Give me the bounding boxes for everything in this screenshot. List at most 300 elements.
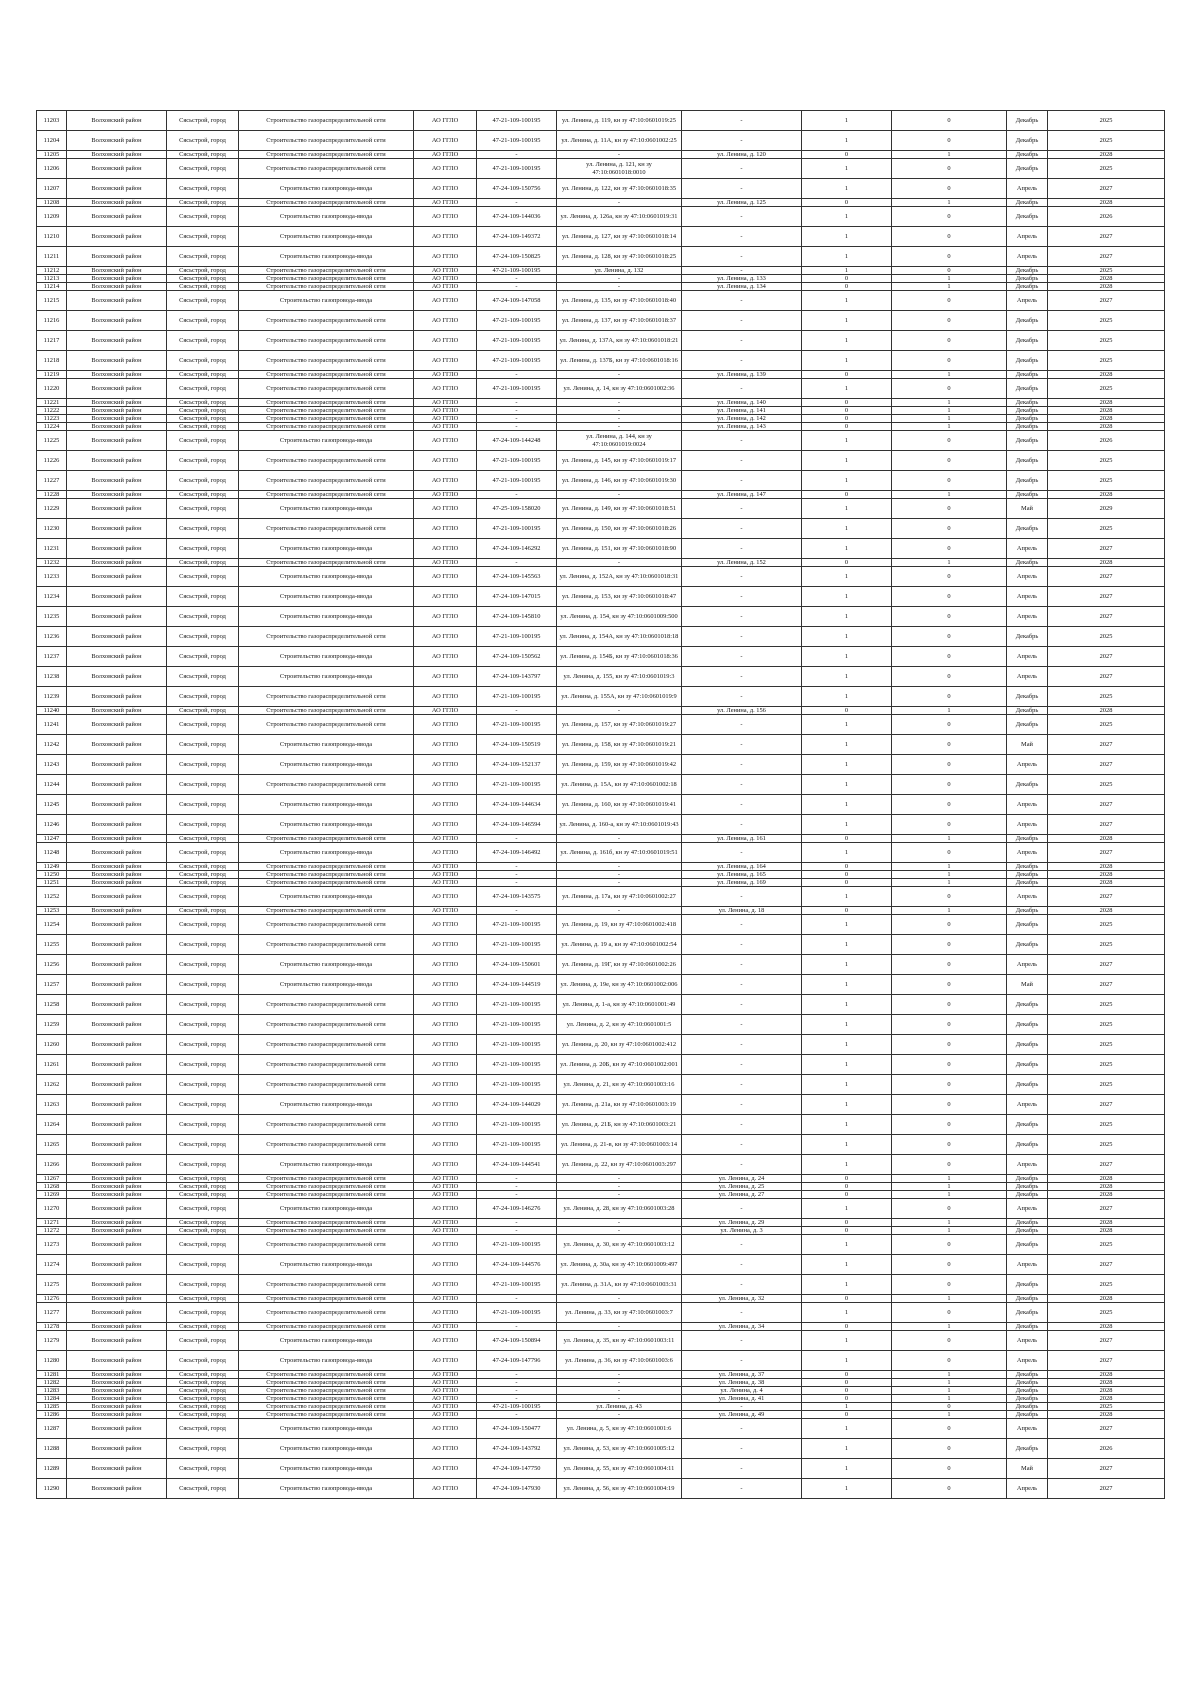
cell-row-number: 11276	[37, 1295, 67, 1303]
cell-row-number: 11234	[37, 587, 67, 607]
cell-year: 2028	[1048, 863, 1165, 871]
cell-year: 2028	[1048, 491, 1165, 499]
cell-address-cadastral: ул. Ленина, д. 154А, кн зу 47:10:0601018:18	[557, 627, 682, 647]
cell-month: Декабрь	[1007, 431, 1048, 451]
cell-count-b: 0	[892, 775, 1007, 795]
cell-settlement: Сясьстрой, город	[167, 131, 239, 151]
cell-count-b: 1	[892, 151, 1007, 159]
cell-row-number: 11236	[37, 627, 67, 647]
cell-program-code: 47-21-109-100195	[477, 159, 557, 179]
cell-address-cadastral: ул. Ленина, д. 132	[557, 267, 682, 275]
cell-address: -	[682, 667, 802, 687]
cell-work-type: Строительство газораспределительной сети	[239, 275, 414, 283]
table-row	[37, 627, 1165, 647]
cell-district: Волховский район	[67, 815, 167, 835]
cell-program-code: -	[477, 1191, 557, 1199]
cell-count-a: 1	[802, 1055, 892, 1075]
cell-organization: АО ГГЛО	[414, 1175, 477, 1183]
cell-work-type: Строительство газораспределительной сети	[239, 1035, 414, 1055]
cell-organization: АО ГГЛО	[414, 207, 477, 227]
cell-address-cadastral: ул. Ленина, д. 36, кн зу 47:10:0601003:6	[557, 1351, 682, 1371]
cell-district: Волховский район	[67, 755, 167, 775]
cell-count-a: 0	[802, 1227, 892, 1235]
cell-work-type: Строительство газораспределительной сети	[239, 1135, 414, 1155]
cell-year: 2027	[1048, 815, 1165, 835]
cell-month: Апрель	[1007, 1095, 1048, 1115]
cell-year: 2027	[1048, 539, 1165, 559]
table-row	[37, 687, 1165, 707]
cell-month: Декабрь	[1007, 1135, 1048, 1155]
cell-program-code: -	[477, 283, 557, 291]
cell-count-a: 0	[802, 1395, 892, 1403]
cell-row-number: 11255	[37, 935, 67, 955]
cell-month: Декабрь	[1007, 995, 1048, 1015]
cell-row-number: 11253	[37, 907, 67, 915]
cell-work-type: Строительство газопровода-ввода	[239, 1439, 414, 1459]
cell-year: 2028	[1048, 1175, 1165, 1183]
cell-program-code: 47-24-109-147750	[477, 1459, 557, 1479]
table-row	[37, 1295, 1165, 1303]
cell-row-number: 11285	[37, 1403, 67, 1411]
table-row	[37, 1183, 1165, 1191]
cell-work-type: Строительство газораспределительной сети	[239, 519, 414, 539]
cell-settlement: Сясьстрой, город	[167, 399, 239, 407]
cell-program-code: 47-24-109-146594	[477, 815, 557, 835]
cell-address-cadastral: -	[557, 275, 682, 283]
cell-address: -	[682, 1075, 802, 1095]
cell-row-number: 11273	[37, 1235, 67, 1255]
cell-settlement: Сясьстрой, город	[167, 1479, 239, 1499]
cell-address-cadastral: ул. Ленина, д. 149, кн зу 47:10:0601018:51	[557, 499, 682, 519]
cell-month: Апрель	[1007, 667, 1048, 687]
cell-year: 2026	[1048, 1439, 1165, 1459]
table-row	[37, 975, 1165, 995]
cell-organization: АО ГГЛО	[414, 775, 477, 795]
cell-count-a: 1	[802, 111, 892, 131]
cell-settlement: Сясьстрой, город	[167, 687, 239, 707]
cell-month: Апрель	[1007, 539, 1048, 559]
cell-row-number: 11278	[37, 1323, 67, 1331]
cell-row-number: 11219	[37, 371, 67, 379]
cell-row-number: 11266	[37, 1155, 67, 1175]
cell-year: 2027	[1048, 843, 1165, 863]
cell-district: Волховский район	[67, 687, 167, 707]
cell-work-type: Строительство газораспределительной сети	[239, 559, 414, 567]
cell-year: 2027	[1048, 1095, 1165, 1115]
cell-count-b: 1	[892, 1387, 1007, 1395]
cell-year: 2025	[1048, 1235, 1165, 1255]
cell-organization: АО ГГЛО	[414, 879, 477, 887]
cell-address: -	[682, 647, 802, 667]
cell-year: 2025	[1048, 1303, 1165, 1323]
cell-row-number: 11250	[37, 871, 67, 879]
cell-program-code: -	[477, 1295, 557, 1303]
cell-district: Волховский район	[67, 647, 167, 667]
cell-address: -	[682, 1135, 802, 1155]
cell-count-b: 0	[892, 935, 1007, 955]
table-row	[37, 111, 1165, 131]
cell-year: 2028	[1048, 1371, 1165, 1379]
cell-month: Декабрь	[1007, 331, 1048, 351]
cell-count-a: 1	[802, 1199, 892, 1219]
table-row	[37, 331, 1165, 351]
table-row	[37, 431, 1165, 451]
cell-year: 2025	[1048, 935, 1165, 955]
cell-row-number: 11233	[37, 567, 67, 587]
cell-year: 2028	[1048, 835, 1165, 843]
cell-program-code: -	[477, 1387, 557, 1395]
cell-district: Волховский район	[67, 247, 167, 267]
cell-year: 2028	[1048, 371, 1165, 379]
cell-district: Волховский район	[67, 1135, 167, 1155]
cell-district: Волховский район	[67, 715, 167, 735]
cell-year: 2025	[1048, 1403, 1165, 1411]
cell-organization: АО ГГЛО	[414, 1115, 477, 1135]
cell-program-code: -	[477, 151, 557, 159]
cell-year: 2028	[1048, 1411, 1165, 1419]
cell-address-cadastral: -	[557, 907, 682, 915]
cell-row-number: 11221	[37, 399, 67, 407]
cell-row-number: 11280	[37, 1351, 67, 1371]
cell-program-code: 47-21-109-100195	[477, 627, 557, 647]
cell-address-cadastral: -	[557, 879, 682, 887]
cell-address: ул. Ленина, д. 141	[682, 407, 802, 415]
cell-count-a: 0	[802, 559, 892, 567]
cell-program-code: 47-24-109-145563	[477, 567, 557, 587]
cell-month: Декабрь	[1007, 627, 1048, 647]
cell-settlement: Сясьстрой, город	[167, 431, 239, 451]
table-row	[37, 907, 1165, 915]
cell-district: Волховский район	[67, 179, 167, 199]
table-row	[37, 451, 1165, 471]
cell-settlement: Сясьстрой, город	[167, 1303, 239, 1323]
cell-count-b: 1	[892, 863, 1007, 871]
table-row	[37, 755, 1165, 775]
cell-month: Декабрь	[1007, 1191, 1048, 1199]
table-row	[37, 311, 1165, 331]
cell-count-a: 0	[802, 371, 892, 379]
cell-district: Волховский район	[67, 227, 167, 247]
cell-address: ул. Ленина, д. 25	[682, 1183, 802, 1191]
cell-count-b: 0	[892, 755, 1007, 775]
cell-month: Декабрь	[1007, 275, 1048, 283]
cell-year: 2028	[1048, 879, 1165, 887]
cell-settlement: Сясьстрой, город	[167, 415, 239, 423]
cell-organization: АО ГГЛО	[414, 371, 477, 379]
cell-program-code: 47-24-109-144541	[477, 1155, 557, 1175]
cell-count-b: 0	[892, 227, 1007, 247]
cell-count-a: 1	[802, 131, 892, 151]
cell-address: -	[682, 159, 802, 179]
cell-year: 2029	[1048, 499, 1165, 519]
cell-address-cadastral: -	[557, 1219, 682, 1227]
cell-district: Волховский район	[67, 1323, 167, 1331]
cell-year: 2028	[1048, 151, 1165, 159]
cell-count-b: 0	[892, 111, 1007, 131]
cell-address-cadastral: ул. Ленина, д. 33, кн зу 47:10:0601003:7	[557, 1303, 682, 1323]
cell-count-b: 0	[892, 351, 1007, 371]
cell-year: 2028	[1048, 1295, 1165, 1303]
cell-settlement: Сясьстрой, город	[167, 351, 239, 371]
cell-address: -	[682, 519, 802, 539]
cell-count-a: 1	[802, 627, 892, 647]
cell-count-b: 0	[892, 471, 1007, 491]
cell-work-type: Строительство газораспределительной сети	[239, 131, 414, 151]
cell-program-code: 47-24-109-147930	[477, 1479, 557, 1499]
cell-work-type: Строительство газопровода-ввода	[239, 755, 414, 775]
cell-address: ул. Ленина, д. 152	[682, 559, 802, 567]
cell-year: 2027	[1048, 955, 1165, 975]
cell-program-code: -	[477, 1323, 557, 1331]
cell-program-code: -	[477, 1183, 557, 1191]
cell-month: Апрель	[1007, 1155, 1048, 1175]
table-row	[37, 1199, 1165, 1219]
cell-count-b: 1	[892, 871, 1007, 879]
cell-work-type: Строительство газораспределительной сети	[239, 915, 414, 935]
cell-work-type: Строительство газопровода-ввода	[239, 499, 414, 519]
cell-work-type: Строительство газораспределительной сети	[239, 267, 414, 275]
cell-program-code: 47-21-109-100195	[477, 351, 557, 371]
cell-count-a: 1	[802, 1155, 892, 1175]
cell-month: Апрель	[1007, 955, 1048, 975]
cell-year: 2027	[1048, 1155, 1165, 1175]
table-row	[37, 567, 1165, 587]
cell-organization: АО ГГЛО	[414, 1055, 477, 1075]
cell-address: -	[682, 795, 802, 815]
cell-month: Декабрь	[1007, 863, 1048, 871]
cell-address: -	[682, 995, 802, 1015]
cell-program-code: 47-21-109-100195	[477, 1403, 557, 1411]
cell-address: -	[682, 179, 802, 199]
cell-work-type: Строительство газораспределительной сети	[239, 1379, 414, 1387]
cell-count-b: 0	[892, 159, 1007, 179]
cell-district: Волховский район	[67, 159, 167, 179]
table-row	[37, 935, 1165, 955]
cell-program-code: 47-24-109-146492	[477, 843, 557, 863]
cell-district: Волховский район	[67, 1155, 167, 1175]
cell-settlement: Сясьстрой, город	[167, 995, 239, 1015]
cell-address-cadastral: ул. Ленина, д. 137Б, кн зу 47:10:0601018:16	[557, 351, 682, 371]
cell-year: 2025	[1048, 471, 1165, 491]
cell-row-number: 11286	[37, 1411, 67, 1419]
cell-count-a: 1	[802, 1419, 892, 1439]
cell-year: 2025	[1048, 331, 1165, 351]
cell-address: -	[682, 1275, 802, 1295]
cell-organization: АО ГГЛО	[414, 311, 477, 331]
cell-work-type: Строительство газораспределительной сети	[239, 1295, 414, 1303]
cell-row-number: 11214	[37, 283, 67, 291]
cell-year: 2028	[1048, 1227, 1165, 1235]
cell-program-code: 47-24-109-149372	[477, 227, 557, 247]
table-row	[37, 1303, 1165, 1323]
cell-count-b: 0	[892, 1255, 1007, 1275]
cell-district: Волховский район	[67, 587, 167, 607]
cell-organization: АО ГГЛО	[414, 519, 477, 539]
cell-count-a: 1	[802, 915, 892, 935]
cell-row-number: 11254	[37, 915, 67, 935]
cell-program-code: -	[477, 371, 557, 379]
cell-district: Волховский район	[67, 111, 167, 131]
cell-count-b: 0	[892, 1403, 1007, 1411]
cell-month: Декабрь	[1007, 491, 1048, 499]
cell-month: Декабрь	[1007, 1015, 1048, 1035]
cell-organization: АО ГГЛО	[414, 111, 477, 131]
cell-work-type: Строительство газораспределительной сети	[239, 1387, 414, 1395]
cell-row-number: 11218	[37, 351, 67, 371]
cell-organization: АО ГГЛО	[414, 707, 477, 715]
cell-work-type: Строительство газопровода-ввода	[239, 607, 414, 627]
cell-month: Декабрь	[1007, 1303, 1048, 1323]
cell-district: Волховский район	[67, 351, 167, 371]
cell-count-b: 1	[892, 1227, 1007, 1235]
table-row	[37, 795, 1165, 815]
cell-program-code: 47-21-109-100195	[477, 451, 557, 471]
cell-row-number: 11262	[37, 1075, 67, 1095]
cell-year: 2028	[1048, 1323, 1165, 1331]
cell-district: Волховский район	[67, 1275, 167, 1295]
cell-program-code: 47-24-109-150825	[477, 247, 557, 267]
cell-program-code: 47-21-109-100195	[477, 111, 557, 131]
cell-month: Апрель	[1007, 755, 1048, 775]
cell-organization: АО ГГЛО	[414, 1371, 477, 1379]
cell-address-cadastral: ул. Ленина, д. 35, кн зу 47:10:0601003:11	[557, 1331, 682, 1351]
cell-organization: АО ГГЛО	[414, 431, 477, 451]
cell-work-type: Строительство газораспределительной сети	[239, 451, 414, 471]
cell-work-type: Строительство газораспределительной сети	[239, 379, 414, 399]
cell-month: Декабрь	[1007, 687, 1048, 707]
cell-count-a: 1	[802, 975, 892, 995]
cell-year: 2027	[1048, 975, 1165, 995]
cell-address: ул. Ленина, д. 49	[682, 1411, 802, 1419]
cell-organization: АО ГГЛО	[414, 1135, 477, 1155]
cell-organization: АО ГГЛО	[414, 1295, 477, 1303]
cell-count-a: 0	[802, 1219, 892, 1227]
cell-program-code: 47-21-109-100195	[477, 915, 557, 935]
cell-year: 2025	[1048, 159, 1165, 179]
cell-settlement: Сясьстрой, город	[167, 1015, 239, 1035]
cell-count-b: 1	[892, 1411, 1007, 1419]
cell-month: Декабрь	[1007, 1115, 1048, 1135]
cell-count-b: 0	[892, 1199, 1007, 1219]
cell-count-b: 0	[892, 519, 1007, 539]
cell-year: 2028	[1048, 871, 1165, 879]
cell-district: Волховский район	[67, 795, 167, 815]
cell-month: Декабрь	[1007, 1395, 1048, 1403]
cell-work-type: Строительство газораспределительной сети	[239, 1015, 414, 1035]
cell-month: Декабрь	[1007, 1075, 1048, 1095]
cell-address: -	[682, 815, 802, 835]
table-row	[37, 735, 1165, 755]
cell-district: Волховский район	[67, 451, 167, 471]
cell-organization: АО ГГЛО	[414, 1403, 477, 1411]
cell-row-number: 11245	[37, 795, 67, 815]
table-row	[37, 1219, 1165, 1227]
cell-address-cadastral: ул. Ленина, д. 154Б, кн зу 47:10:0601018:36	[557, 647, 682, 667]
cell-count-a: 0	[802, 399, 892, 407]
cell-district: Волховский район	[67, 1379, 167, 1387]
cell-address-cadastral: ул. Ленина, д. 20, кн зу 47:10:0601002:412	[557, 1035, 682, 1055]
cell-count-b: 0	[892, 267, 1007, 275]
cell-address: -	[682, 1419, 802, 1439]
cell-address: ул. Ленина, д. 133	[682, 275, 802, 283]
cell-row-number: 11265	[37, 1135, 67, 1155]
cell-program-code: -	[477, 559, 557, 567]
cell-work-type: Строительство газопровода-ввода	[239, 227, 414, 247]
cell-program-code: -	[477, 871, 557, 879]
cell-address: ул. Ленина, д. 4	[682, 1387, 802, 1395]
cell-work-type: Строительство газораспределительной сети	[239, 907, 414, 915]
cell-year: 2025	[1048, 1115, 1165, 1135]
table-row	[37, 1439, 1165, 1459]
cell-program-code: 47-21-109-100195	[477, 1015, 557, 1035]
cell-district: Волховский район	[67, 491, 167, 499]
cell-program-code: 47-24-109-147796	[477, 1351, 557, 1371]
table-row	[37, 1395, 1165, 1403]
cell-settlement: Сясьстрой, город	[167, 871, 239, 879]
cell-district: Волховский район	[67, 1015, 167, 1035]
cell-address-cadastral: ул. Ленина, д. 144, кн зу 47:10:0601019:0024	[557, 431, 682, 451]
cell-work-type: Строительство газопровода-ввода	[239, 1419, 414, 1439]
cell-count-b: 1	[892, 1395, 1007, 1403]
cell-address: -	[682, 1035, 802, 1055]
cell-program-code: 47-21-109-100195	[477, 519, 557, 539]
cell-count-b: 0	[892, 607, 1007, 627]
cell-address-cadastral: -	[557, 151, 682, 159]
cell-count-a: 1	[802, 1479, 892, 1499]
table-row	[37, 871, 1165, 879]
table-row	[37, 227, 1165, 247]
cell-month: Май	[1007, 1459, 1048, 1479]
cell-count-b: 0	[892, 331, 1007, 351]
cell-count-b: 0	[892, 431, 1007, 451]
cell-year: 2027	[1048, 567, 1165, 587]
cell-year: 2027	[1048, 1459, 1165, 1479]
cell-year: 2025	[1048, 1275, 1165, 1295]
cell-address: -	[682, 735, 802, 755]
cell-row-number: 11220	[37, 379, 67, 399]
cell-organization: АО ГГЛО	[414, 471, 477, 491]
cell-settlement: Сясьстрой, город	[167, 499, 239, 519]
cell-address: -	[682, 567, 802, 587]
cell-count-b: 0	[892, 247, 1007, 267]
cell-address-cadastral: ул. Ленина, д. 30а, кн зу 47:10:0601009:497	[557, 1255, 682, 1275]
cell-address-cadastral: ул. Ленина, д. 151, кн зу 47:10:0601018:90	[557, 539, 682, 559]
cell-address-cadastral: ул. Ленина, д. 5, кн зу 47:10:0601001:6	[557, 1419, 682, 1439]
cell-address: ул. Ленина, д. 140	[682, 399, 802, 407]
cell-settlement: Сясьстрой, город	[167, 1371, 239, 1379]
cell-row-number: 11256	[37, 955, 67, 975]
cell-count-a: 1	[802, 539, 892, 559]
cell-settlement: Сясьстрой, город	[167, 199, 239, 207]
cell-program-code: -	[477, 399, 557, 407]
cell-settlement: Сясьстрой, город	[167, 667, 239, 687]
cell-count-a: 1	[802, 1275, 892, 1295]
cell-settlement: Сясьстрой, город	[167, 539, 239, 559]
cell-settlement: Сясьстрой, город	[167, 715, 239, 735]
cell-year: 2028	[1048, 407, 1165, 415]
cell-district: Волховский район	[67, 199, 167, 207]
cell-count-a: 1	[802, 955, 892, 975]
cell-work-type: Строительство газораспределительной сети	[239, 331, 414, 351]
cell-work-type: Строительство газопровода-ввода	[239, 247, 414, 267]
cell-address: -	[682, 207, 802, 227]
cell-address: -	[682, 1459, 802, 1479]
cell-district: Волховский район	[67, 559, 167, 567]
cell-district: Волховский район	[67, 519, 167, 539]
cell-organization: АО ГГЛО	[414, 351, 477, 371]
cell-settlement: Сясьстрой, город	[167, 1331, 239, 1351]
cell-address: -	[682, 1331, 802, 1351]
